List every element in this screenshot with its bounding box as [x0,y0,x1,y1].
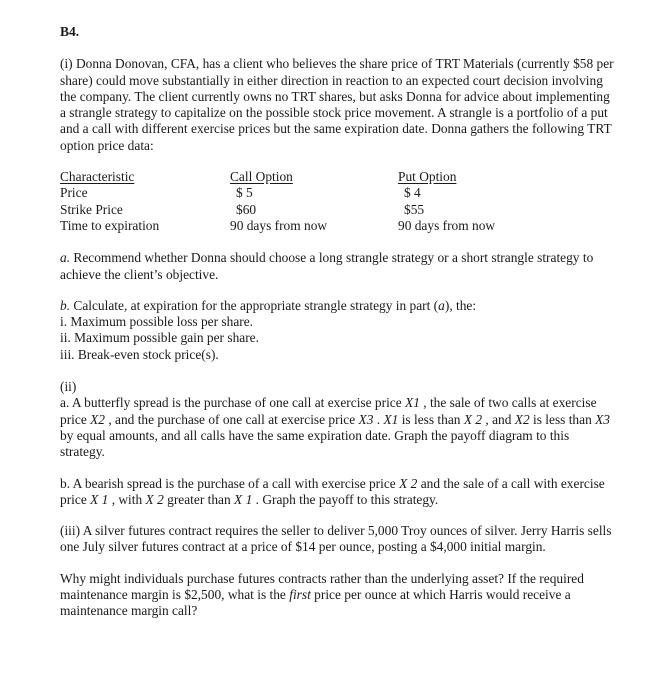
question-a-text: Recommend whether Donna should choose a long strangle strategy or a short strangle strategy to achieve the client’s objective. [60,250,594,282]
text-seg: b. A bearish spread is the purchase of a call with exercise price [60,475,400,491]
text-seg: , and [482,411,515,427]
question-b-item-2: ii. Maximum possible gain per share. [60,330,259,346]
question-b-text-1: Calculate, at expiration for the appropriate strangle strategy in part ( [70,297,439,313]
part-iii-intro: (iii) A silver futures contract requires the seller to deliver 5,000 Troy ounces of silver. Jerry Harris sells one July silver futures contract at a price of $14 per ounce, posting a $4,000 initial margin. [60,523,612,555]
var-x2: X2 [514,411,530,427]
question-a [60,250,615,283]
part-iii-q-first: first [289,587,311,603]
question-a-letter: a. [60,250,71,266]
text-seg: by equal amounts, and all calls have the same expiration date. Graph the payoff diagram to this strategy. [60,427,570,460]
table-cell-strike-label: Strike Price [60,201,123,217]
question-heading: B4. [60,24,80,39]
text-seg: . [373,411,384,427]
question-b-item-3: iii. Break-even stock price(s). [60,346,219,362]
question-b-item-1: i. Maximum possible loss per share. [60,314,254,330]
table-cell-call-strike: $60 [236,201,257,217]
var-x1: X 1 [234,491,253,507]
text-seg: is less than [529,411,596,427]
part-iii-q-text-1: Why might individuals purchase futures contracts rather than the underlying asset? If the required maintenance margin is $2,500, what is the [60,570,584,603]
part-i-intro: (i) Donna Donovan, CFA, has a client who believes the share price of TRT Materials (currently $58 per share) could move substantially in either direction in reaction to an expected court decision involving the company. The client currently owns no TRT shares, but asks Donna for advice about implementing a strangle strategy to capitalize on the possible stock price movement. A strangle is a portfolio of a put and a call with different exercise prices but the same expiration date. Donna gathers the following TRT option price data: [60,56,614,153]
var-x1: X 1 [90,491,109,507]
text-seg: a. A butterfly spread is the purchase of one call at exercise price [60,395,406,411]
question-b-ref: a [438,297,445,313]
var-x3: X3 [358,411,374,427]
part-iii-question [60,571,615,620]
text-seg: , with [108,491,146,507]
option-price-table [60,169,615,234]
var-x1: X1 [405,395,420,411]
table-cell-price-label: Price [60,185,88,201]
var-x2: X 2 [463,411,483,427]
table-header-put: Put Option [398,169,457,185]
var-x1: X1 [383,411,399,427]
part-ii-label: (ii) [60,379,77,395]
question-b-letter: b. [60,297,71,313]
text-seg: is less than [398,411,464,427]
var-x2: X 2 [145,491,164,507]
text-seg: and the sale of a call with exercise price [60,475,605,507]
var-x2: X 2 [399,475,418,491]
question-b [60,298,615,363]
text-seg: . Graph the payoff to this strategy. [252,491,439,507]
table-header-call: Call Option [230,169,293,185]
table-cell-time-label: Time to expiration [60,217,160,233]
part-ii-a [60,395,615,460]
var-x3: X3 [595,411,610,427]
table-cell-call-price: $ 5 [236,185,253,201]
table-cell-put-strike: $55 [404,201,425,217]
question-b-stem [60,298,615,314]
part-ii [60,379,615,460]
table-cell-call-time: 90 days from now [230,217,328,233]
part-iii-q-text-2: price per ounce at which Harris would receive a maintenance margin call? [60,587,571,619]
part-ii-b [60,476,615,509]
question-b-text-2: ), the: [444,297,477,313]
text-seg: , and the purchase of one call at exercise price [104,411,359,427]
document-page [60,24,615,620]
text-seg: greater than [163,491,235,507]
table-header-characteristic: Characteristic [60,169,135,185]
table-cell-put-price: $ 4 [404,185,421,201]
table-cell-put-time: 90 days from now [398,217,496,233]
text-seg: , the sale of two calls at exercise price [60,395,597,427]
var-x2: X2 [90,411,105,427]
